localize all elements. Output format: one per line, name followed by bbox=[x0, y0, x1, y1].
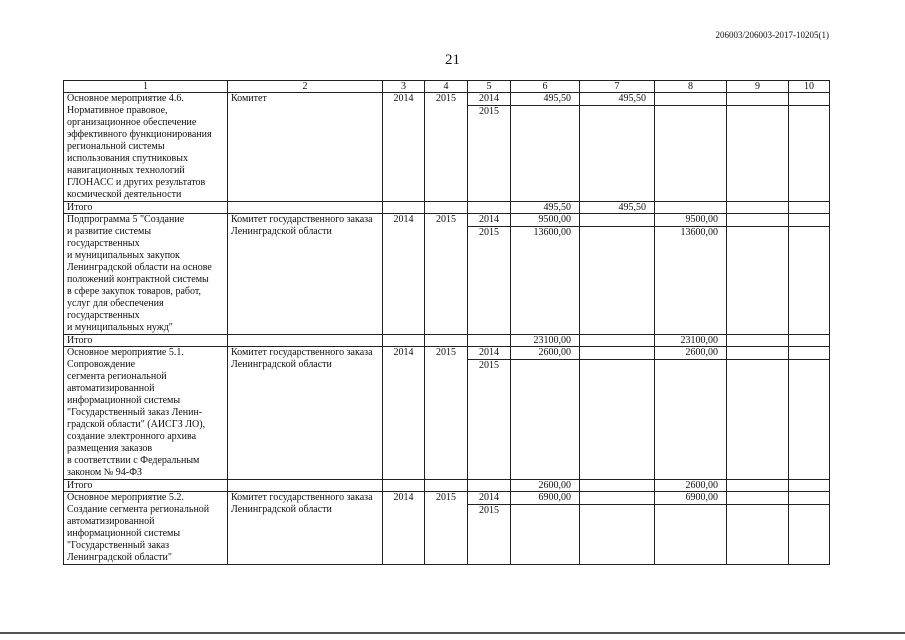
year-cell: 2015 bbox=[468, 227, 511, 335]
total-row bbox=[64, 480, 830, 492]
total-value: 495,50 bbox=[511, 202, 580, 214]
year-cell: 2015 bbox=[468, 505, 511, 565]
column-header: 6 bbox=[511, 81, 580, 93]
total-value: 495,50 bbox=[580, 202, 655, 214]
end-year: 2015 bbox=[425, 347, 468, 480]
value-cell bbox=[789, 106, 830, 202]
value-cell: 495,50 bbox=[511, 93, 580, 106]
value-cell bbox=[727, 360, 789, 480]
end-year: 2015 bbox=[425, 93, 468, 202]
value-cell bbox=[580, 227, 655, 335]
value-cell bbox=[511, 360, 580, 480]
value-cell: 6900,00 bbox=[655, 492, 727, 505]
scan-edge-line bbox=[0, 632, 905, 634]
page-number: 21 bbox=[445, 52, 460, 68]
column-header: 9 bbox=[727, 81, 789, 93]
value-cell bbox=[580, 214, 655, 227]
total-value: 23100,00 bbox=[655, 335, 727, 347]
year-cell: 2014 bbox=[468, 492, 511, 505]
value-cell bbox=[727, 214, 789, 227]
value-cell bbox=[655, 360, 727, 480]
total-label: Итого bbox=[64, 335, 228, 347]
column-header: 2 bbox=[228, 81, 383, 93]
value-cell bbox=[789, 93, 830, 106]
total-value bbox=[655, 202, 727, 214]
column-header: 10 bbox=[789, 81, 830, 93]
value-cell bbox=[789, 505, 830, 565]
value-cell: 495,50 bbox=[580, 93, 655, 106]
value-cell bbox=[511, 106, 580, 202]
value-cell bbox=[727, 93, 789, 106]
total-value: 23100,00 bbox=[511, 335, 580, 347]
column-header: 4 bbox=[425, 81, 468, 93]
start-year: 2014 bbox=[383, 492, 425, 565]
total-value bbox=[727, 335, 789, 347]
total-value: 2600,00 bbox=[655, 480, 727, 492]
value-cell bbox=[789, 492, 830, 505]
column-header: 5 bbox=[468, 81, 511, 93]
value-cell bbox=[727, 227, 789, 335]
start-year: 2014 bbox=[383, 347, 425, 480]
value-cell bbox=[580, 106, 655, 202]
value-cell bbox=[511, 505, 580, 565]
value-cell bbox=[789, 227, 830, 335]
executor-cell: Комитет государственного заказа Ленинградской области bbox=[228, 347, 383, 480]
value-cell bbox=[580, 492, 655, 505]
table-row bbox=[64, 492, 830, 505]
end-year: 2015 bbox=[425, 214, 468, 335]
total-value bbox=[727, 480, 789, 492]
activity-name: Основное мероприятие 5.2. Создание сегмента региональной автоматизированной информационной системы "Государственный заказ Ленинградской области" bbox=[64, 492, 228, 565]
activity-name: Основное мероприятие 5.1. Сопровождение сегмента региональной автоматизированной информационной системы "Государственный заказ Ленин- градской области" (АИСГЗ ЛО), создание электронного архива размещения заказов в соответствии с Федеральным законом № 94-ФЗ bbox=[64, 347, 228, 480]
total-label: Итого bbox=[64, 202, 228, 214]
value-cell bbox=[727, 106, 789, 202]
value-cell: 9500,00 bbox=[655, 214, 727, 227]
year-cell: 2015 bbox=[468, 360, 511, 480]
column-header: 1 bbox=[64, 81, 228, 93]
year-cell: 2014 bbox=[468, 347, 511, 360]
document-id: 206003/206003-2017-10205(1) bbox=[715, 30, 829, 40]
value-cell: 2600,00 bbox=[655, 347, 727, 360]
activity-name: Основное мероприятие 4.6. Нормативное правовое, организационное обеспечение эффективного функционирования региональной системы использования спутниковых навигационных технологий ГЛОНАСС и других результатов космической деятельности bbox=[64, 93, 228, 202]
value-cell bbox=[580, 347, 655, 360]
value-cell: 2600,00 bbox=[511, 347, 580, 360]
year-cell: 2014 bbox=[468, 214, 511, 227]
total-value bbox=[789, 335, 830, 347]
value-cell: 9500,00 bbox=[511, 214, 580, 227]
activity-name: Подпрограмма 5 "Создание и развитие системы государственных и муниципальных закупок Ленинградской области на основе положений контрактной системы в сфере закупок товаров, работ, услуг для обеспечения государственных и муниципальных нужд" bbox=[64, 214, 228, 335]
value-cell bbox=[727, 505, 789, 565]
header-row bbox=[64, 81, 830, 93]
value-cell bbox=[789, 360, 830, 480]
total-value bbox=[580, 335, 655, 347]
total-value: 2600,00 bbox=[511, 480, 580, 492]
value-cell: 13600,00 bbox=[511, 227, 580, 335]
total-label: Итого bbox=[64, 480, 228, 492]
executor-cell: Комитет государственного заказа Ленинградской области bbox=[228, 492, 383, 565]
total-row bbox=[64, 335, 830, 347]
table-row bbox=[64, 214, 830, 227]
value-cell bbox=[727, 347, 789, 360]
start-year: 2014 bbox=[383, 93, 425, 202]
start-year: 2014 bbox=[383, 214, 425, 335]
end-year: 2015 bbox=[425, 492, 468, 565]
year-cell: 2015 bbox=[468, 106, 511, 202]
total-value bbox=[789, 480, 830, 492]
value-cell bbox=[580, 360, 655, 480]
total-value bbox=[727, 202, 789, 214]
value-cell bbox=[789, 347, 830, 360]
executor-cell: Комитет bbox=[228, 93, 383, 202]
table-row bbox=[64, 347, 830, 360]
value-cell bbox=[655, 93, 727, 106]
value-cell bbox=[789, 214, 830, 227]
value-cell bbox=[655, 505, 727, 565]
total-value bbox=[789, 202, 830, 214]
total-value bbox=[580, 480, 655, 492]
value-cell: 13600,00 bbox=[655, 227, 727, 335]
value-cell: 6900,00 bbox=[511, 492, 580, 505]
total-row bbox=[64, 202, 830, 214]
year-cell: 2014 bbox=[468, 93, 511, 106]
program-table bbox=[63, 80, 830, 565]
value-cell bbox=[655, 106, 727, 202]
column-header: 7 bbox=[580, 81, 655, 93]
value-cell bbox=[580, 505, 655, 565]
column-header: 8 bbox=[655, 81, 727, 93]
executor-cell: Комитет государственного заказа Ленинградской области bbox=[228, 214, 383, 335]
value-cell bbox=[727, 492, 789, 505]
table-row bbox=[64, 93, 830, 106]
column-header: 3 bbox=[383, 81, 425, 93]
